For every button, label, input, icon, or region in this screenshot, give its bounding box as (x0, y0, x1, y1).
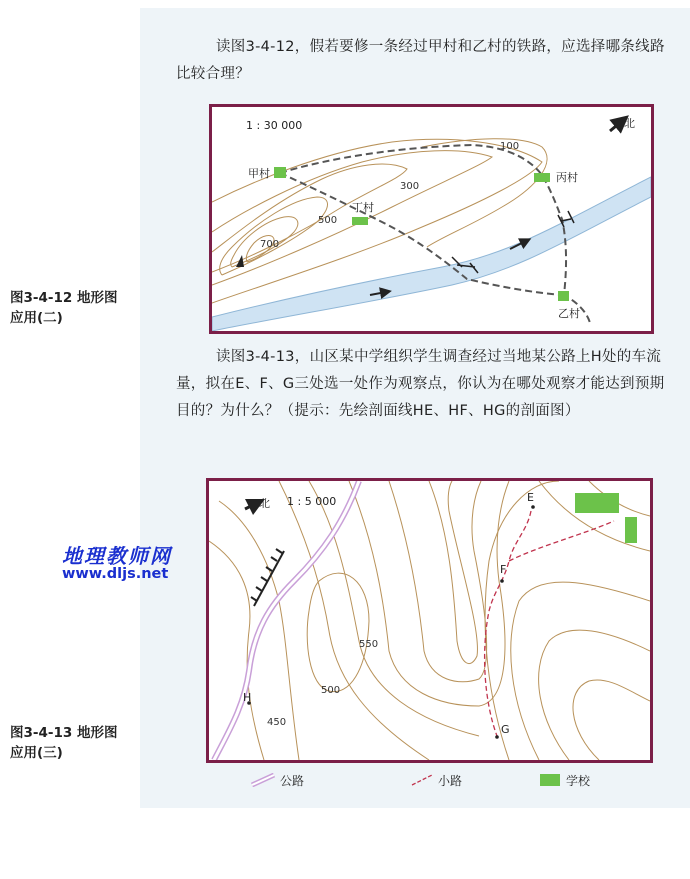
map1-scale: 1 : 30 000 (246, 119, 303, 132)
village-bing-label: 丙村 (556, 171, 578, 184)
figure-caption-2-line1: 图3-4-13 地形图 (10, 725, 118, 741)
contour-label-500: 500 (321, 685, 341, 696)
legend-road-label: 公路 (280, 773, 305, 788)
legend-path-label: 小路 (438, 773, 463, 788)
point-f-label: F (500, 563, 507, 576)
map-figure-3-4-13 (206, 478, 653, 763)
village-bing-icon (534, 173, 550, 182)
village-jia-label: 甲村 (248, 167, 270, 180)
legend-school (540, 770, 590, 790)
village-jia-icon (274, 167, 286, 178)
peak-icon (236, 255, 244, 267)
contour-label-300: 300 (400, 181, 420, 192)
figure-caption-1-line2: 应用(二) (10, 310, 63, 326)
map2-svg (209, 481, 650, 760)
school-icon-2 (625, 517, 637, 543)
village-yi-label: 乙村 (558, 307, 580, 320)
point-f-marker (500, 579, 504, 583)
north-arrow-icon-2 (245, 503, 257, 509)
map2-legend (250, 770, 650, 790)
village-ding-label: 丁村 (352, 201, 374, 214)
contour-label-100: 100 (500, 141, 520, 152)
village-ding-icon (352, 217, 368, 225)
point-e-marker (531, 505, 535, 509)
point-e-label: E (527, 491, 534, 504)
contour-label-700: 700 (260, 239, 280, 250)
school-legend-icon (540, 774, 560, 786)
trail (485, 511, 531, 736)
school-icon-1 (575, 493, 619, 513)
point-h-label: H (243, 691, 252, 704)
contour-label-550: 550 (359, 639, 379, 650)
contour-label-500: 500 (318, 215, 338, 226)
legend-road (250, 770, 304, 790)
river (212, 177, 651, 331)
path-legend-icon (410, 773, 434, 787)
watermark-title: 地理教师网 (62, 544, 172, 568)
map2-north-label: 北 (259, 497, 270, 510)
point-g-label: G (501, 723, 510, 736)
figure-caption-1 (10, 288, 117, 328)
map1-north-label: 北 (624, 117, 635, 130)
watermark-url[interactable]: www.dljs.net (62, 566, 169, 582)
question-paragraph-1: 读图3-4-12，假若要修一条经过甲村和乙村的铁路，应选择哪条线路比较合理？ (176, 39, 665, 82)
map-figure-3-4-12 (209, 104, 654, 334)
figure-caption-1-line1: 图3-4-12 地形图 (10, 290, 118, 306)
map2-scale: 1 : 5 000 (287, 495, 337, 508)
road-legend-icon (250, 773, 276, 787)
village-yi-icon (558, 291, 569, 301)
contour-label-450: 450 (267, 717, 287, 728)
figure-caption-2-line2: 应用(三) (10, 745, 63, 761)
point-g-marker (495, 735, 499, 739)
legend-school-label: 学校 (566, 773, 591, 788)
figure-caption-2 (10, 723, 117, 763)
north-arrow-icon (610, 121, 622, 131)
map1-svg (212, 107, 651, 331)
question-paragraph-2: 读图3-4-13，山区某中学组织学生调查经过当地某公路上H处的车流量，拟在E、F、G三处选一处作为观察点，你认为在哪处观察才能达到预期目的？为什么？（提示：先绘剖面线HE、HF、HG的剖面图） (176, 349, 665, 419)
legend-path (410, 770, 462, 790)
